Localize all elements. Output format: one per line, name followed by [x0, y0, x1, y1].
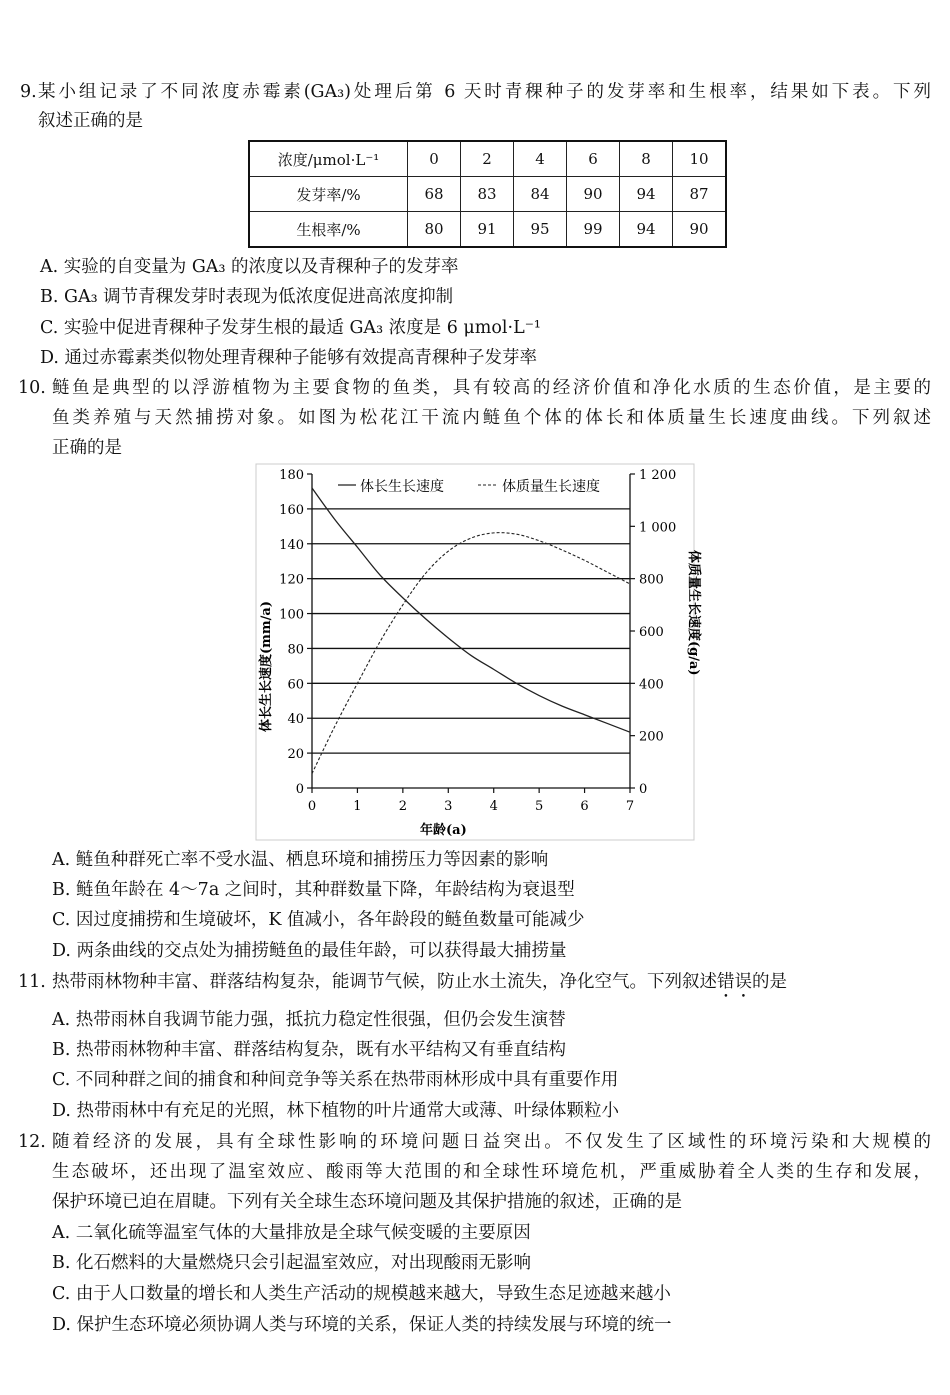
y-tick-label: 180 — [279, 468, 304, 483]
table-cell: 95 — [514, 212, 567, 248]
q12-number: 12. — [18, 1132, 46, 1152]
table-cell: 99 — [567, 212, 620, 248]
q9-stem-line1: 某小组记录了不同浓度赤霉素(GA₃)处理后第 6 天时青稞种子的发芽率和生根率，结果如下表。下列 — [38, 82, 931, 102]
q11-stem-before: 热带雨林物种丰富、群落结构复杂，能调节气候，防止水土流失，净化空气。下列叙述 — [52, 972, 717, 992]
q11-option-c: C. 不同种群之间的捕食和种间竞争等关系在热带雨林形成中具有重要作用 — [52, 1070, 619, 1090]
conc-cell: 4 — [514, 141, 567, 177]
q9-stem-line2: 叙述正确的是 — [38, 111, 143, 131]
x-tick-label: 6 — [580, 799, 589, 814]
q10-stem-line3: 正确的是 — [52, 438, 122, 458]
growth-rate-chart — [256, 464, 701, 840]
x-tick-label: 4 — [489, 799, 498, 814]
q12-stem-line2: 生态破坏，还出现了温室效应、酸雨等大范围的和全球性环境危机，严重威胁着全人类的生存和发展， — [52, 1162, 931, 1182]
conc-cell: 0 — [408, 141, 461, 177]
conc-cell: 8 — [620, 141, 673, 177]
x-tick-label: 5 — [535, 799, 544, 814]
q9-option-b: B. GA₃ 调节青稞发芽时表现为低浓度促进高浓度抑制 — [40, 287, 454, 307]
conc-cell: 10 — [673, 141, 727, 177]
y-axis-label: 体长生长速度(mm/a) — [259, 601, 274, 732]
q11-option-a: A. 热带雨林自我调节能力强，抵抗力稳定性很强，但仍会发生演替 — [52, 1010, 566, 1030]
table-header-row — [249, 141, 726, 177]
q12-option-a: A. 二氧化硫等温室气体的大量排放是全球气候变暖的主要原因 — [52, 1223, 531, 1243]
table-row — [249, 177, 726, 212]
table-cell: 90 — [673, 212, 727, 248]
legend-label-length: 体长生长速度 — [360, 479, 444, 495]
table-cell: 90 — [567, 177, 620, 212]
q12-option-c: C. 由于人口数量的增长和人类生产活动的规模越来越大，导致生态足迹越来越小 — [52, 1284, 671, 1304]
q9-option-c: C. 实验中促进青稞种子发芽生根的最适 GA₃ 浓度是 6 μmol·L⁻¹ — [40, 318, 541, 338]
q10-option-b: B. 鲢鱼年龄在 4～7a 之间时，其种群数量下降，年龄结构为衰退型 — [52, 880, 575, 900]
q10-option-a: A. 鲢鱼种群死亡率不受水温、栖息环境和捕捞压力等因素的影响 — [52, 850, 549, 870]
q11-stem — [52, 970, 787, 1002]
table-cell: 80 — [408, 212, 461, 248]
y-tick-label: 60 — [287, 677, 304, 693]
y-tick-label: 140 — [279, 537, 304, 553]
x-tick-label: 2 — [398, 799, 407, 814]
y-tick-label: 160 — [279, 502, 304, 518]
q10-option-d: D. 两条曲线的交点处为捕捞鲢鱼的最佳年龄，可以获得最大捕捞量 — [52, 941, 567, 961]
table-cell: 94 — [620, 177, 673, 212]
y-tick-label: 80 — [287, 642, 304, 658]
q9-option-a: A. 实验的自变量为 GA₃ 的浓度以及青稞种子的发芽率 — [40, 257, 459, 277]
row-label: 生根率/% — [249, 212, 408, 248]
y-tick-label: 20 — [287, 747, 304, 763]
q12-stem-line3: 保护环境已迫在眉睫。下列有关全球生态环境问题及其保护措施的叙述，正确的是 — [52, 1192, 682, 1212]
q12-option-b: B. 化石燃料的大量燃烧只会引起温室效应，对出现酸雨无影响 — [52, 1253, 531, 1273]
table-cell: 87 — [673, 177, 727, 212]
q11-option-d: D. 热带雨林中有充足的光照，林下植物的叶片通常大或薄、叶绿体颗粒小 — [52, 1101, 620, 1121]
table-row — [249, 212, 726, 248]
germination-table — [248, 140, 727, 248]
y-tick-label: 0 — [295, 782, 304, 797]
table-cell: 84 — [514, 177, 567, 212]
conc-cell: 6 — [567, 141, 620, 177]
q11-number: 11. — [18, 972, 46, 992]
q12-option-d: D. 保护生态环境必须协调人类与环境的关系，保证人类的持续发展与环境的统一 — [52, 1315, 672, 1335]
y-tick-label: 40 — [287, 712, 304, 728]
y2-tick-label: 600 — [639, 625, 664, 640]
q11-stem-emphasis: 错误 — [717, 972, 752, 992]
q10-stem-line1: 鲢鱼是典型的以浮游植物为主要食物的鱼类，具有较高的经济价值和净化水质的生态价值，是主要的 — [52, 378, 931, 398]
q11-option-b: B. 热带雨林物种丰富、群落结构复杂，既有水平结构又有垂直结构 — [52, 1040, 566, 1060]
legend-label-mass: 体质量生长速度 — [502, 479, 600, 495]
x-tick-label: 7 — [625, 799, 635, 814]
table-cell: 83 — [461, 177, 514, 212]
conc-cell: 2 — [461, 141, 514, 177]
chart-frame — [256, 464, 694, 840]
q11-stem-after: 的是 — [752, 972, 787, 992]
q12-stem-line1: 随着经济的发展，具有全球性影响的环境问题日益突出。不仅发生了区域性的环境污染和大规模的 — [52, 1132, 931, 1152]
x-tick-label: 3 — [444, 799, 453, 814]
x-tick-label: 1 — [353, 799, 362, 814]
y2-tick-label: 1 000 — [639, 520, 677, 536]
q9-number: 9. — [20, 82, 37, 102]
row-label: 发芽率/% — [249, 177, 408, 212]
y-tick-label: 100 — [279, 607, 304, 623]
q10-stem-line2: 鱼类养殖与天然捕捞对象。如图为松花江干流内鲢鱼个体的体长和体质量生长速度曲线。下列叙述 — [52, 408, 931, 428]
y-tick-label: 120 — [279, 572, 304, 588]
q10-number: 10. — [18, 378, 46, 398]
y2-tick-label: 400 — [639, 677, 664, 693]
table-cell: 91 — [461, 212, 514, 248]
header-label: 浓度/μmol·L⁻¹ — [249, 141, 408, 177]
x-axis-label: 年龄(a) — [420, 823, 467, 838]
q10-option-c: C. 因过度捕捞和生境破坏，K 值减小，各年龄段的鲢鱼数量可能减少 — [52, 910, 585, 930]
table-cell: 68 — [408, 177, 461, 212]
x-tick-label: 0 — [307, 799, 317, 814]
y2-axis-label: 体质量生长速度(g/a) — [686, 550, 701, 676]
y2-tick-label: 200 — [639, 729, 664, 745]
table-cell: 94 — [620, 212, 673, 248]
y2-tick-label: 0 — [639, 782, 648, 797]
y2-tick-label: 800 — [639, 572, 664, 588]
y2-tick-label: 1 200 — [639, 468, 677, 483]
q9-option-d: D. 通过赤霉素类似物处理青稞种子能够有效提高青稞种子发芽率 — [40, 348, 538, 368]
